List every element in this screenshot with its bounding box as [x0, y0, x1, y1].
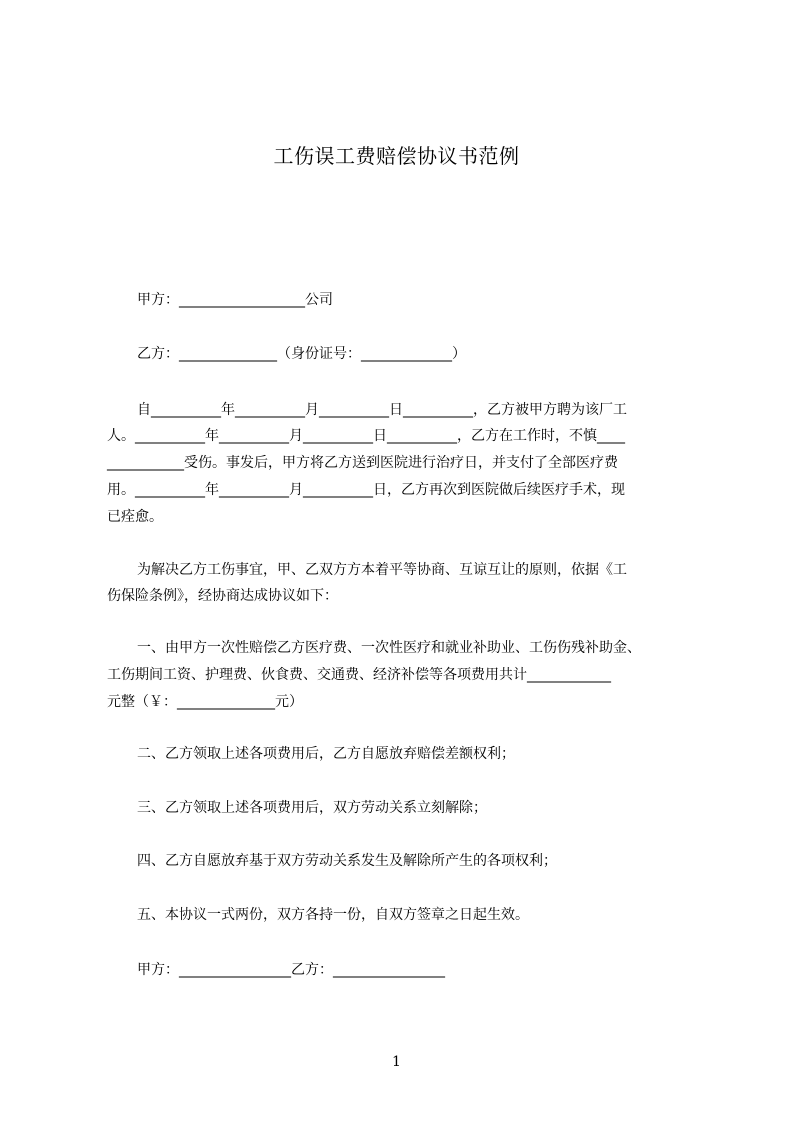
clause-5: 五、本协议一式两份，双方各持一份，自双方签章之日起生效。: [137, 907, 529, 923]
party-b-line: 乙方：______________（身份证号：_____________）: [137, 346, 466, 362]
clause-line: 一、由甲方一次性赔偿乙方医疗费、一次性医疗和就业补助业、工伤伤残补助金、: [137, 640, 641, 656]
paragraph-line: 伤保险条例》，经协商达成协议如下：: [107, 588, 338, 604]
clause-2: 二、乙方领取上述各项费用后，乙方自愿放弃赔偿差额权利；: [137, 746, 515, 762]
paragraph-line: 已痊愈。: [107, 509, 163, 525]
signature-line: 甲方：________________乙方：________________: [137, 962, 445, 978]
document-title: 工伤误工费赔偿协议书范例: [273, 144, 520, 168]
page-number: 1: [392, 1054, 401, 1070]
paragraph-line: 自__________年__________月__________日__________，乙方被甲方聘为该厂工: [137, 402, 627, 418]
paragraph-line: 为解决乙方工伤事宜，甲、乙双方方本着平等协商、互谅互让的原则，依据《工: [137, 562, 627, 578]
party-a-line: 甲方：__________________公司: [137, 292, 333, 308]
paragraph-line: 用。__________年__________月__________日，乙方再次到医院做后续医疗手术，现: [107, 482, 625, 498]
clause-4: 四、乙方自愿放弃基于双方劳动关系发生及解除所产生的各项权利；: [137, 853, 557, 869]
clause-3: 三、乙方领取上述各项费用后，双方劳动关系立刻解除；: [137, 800, 487, 816]
clause-line: 工伤期间工资、护理费、伙食费、交通费、经济补偿等各项费用共计____________: [107, 667, 611, 683]
clause-line: 元整（￥：______________元）: [107, 694, 303, 710]
paragraph-line: ___________受伤。事发后，甲方将乙方送到医院进行治疗日，并支付了全部医疗费: [107, 455, 618, 471]
paragraph-line: 人。__________年__________月__________日__________，乙方在工作时，不慎____: [107, 428, 625, 444]
